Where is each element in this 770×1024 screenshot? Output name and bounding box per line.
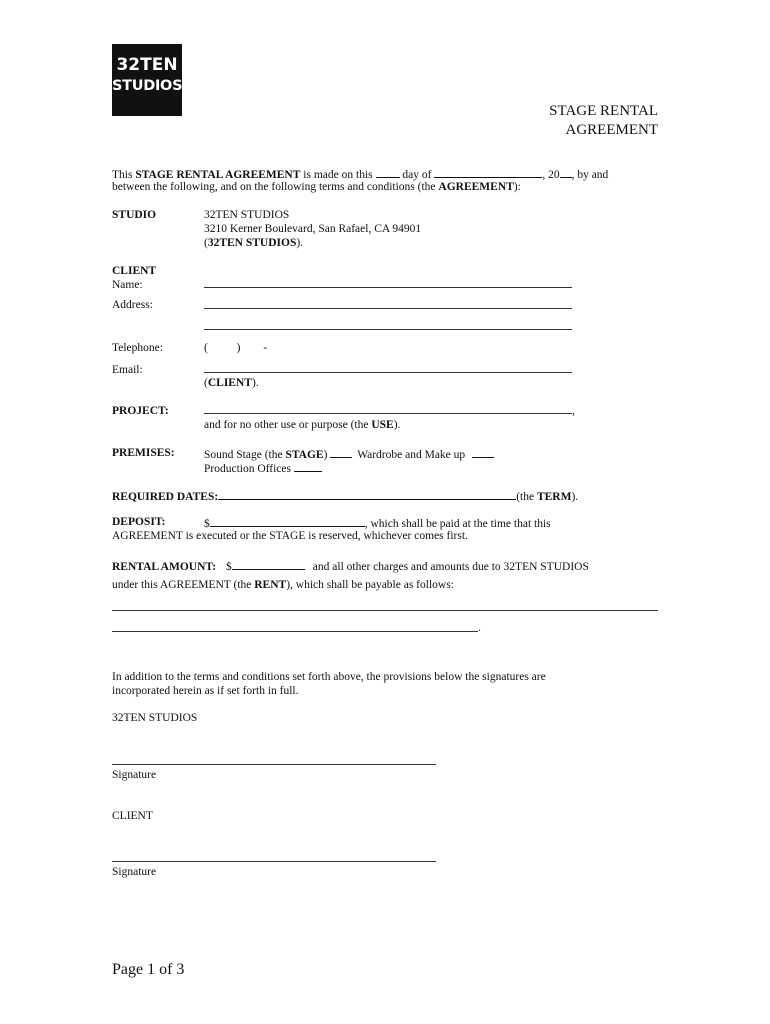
client-alias-term: CLIENT — [207, 377, 252, 389]
premises-label-text: PREMISES: — [112, 447, 175, 459]
agreement-term: AGREEMENT — [438, 181, 514, 193]
title-line-1: STAGE RENTAL — [549, 103, 658, 119]
required-dates-field[interactable] — [218, 488, 516, 500]
premises-label — [112, 446, 175, 460]
logo-line-2: STUDIOS — [112, 78, 183, 94]
rental-line-2 — [112, 578, 454, 592]
wardrobe-blank[interactable] — [472, 446, 494, 458]
client-signature-label: Signature — [112, 866, 157, 878]
studio-label-text: STUDIO — [112, 209, 157, 221]
studio-signature-field[interactable] — [112, 764, 436, 765]
stage-term: STAGE — [285, 449, 324, 461]
rental-amount-label: RENTAL AMOUNT: — [112, 561, 217, 573]
addition-line-1: In addition to the terms and conditions set forth above, the provisions below the signatures are — [112, 671, 546, 683]
rent-term: RENT — [254, 579, 287, 591]
title-line-2: AGREEMENT — [565, 122, 658, 138]
studio-signature-label: Signature — [112, 769, 157, 781]
studio-logo — [112, 44, 182, 116]
required-dates-label: REQUIRED DATES: — [112, 491, 219, 503]
deposit-text: , which shall be paid at the time that this — [364, 518, 551, 530]
project-label — [112, 404, 169, 418]
dates-text: (the — [516, 491, 537, 503]
use-text: ). — [393, 419, 401, 431]
premises-text: Wardrobe and Make up — [357, 449, 466, 461]
deposit-amount-field[interactable] — [210, 515, 365, 527]
stage-blank[interactable] — [330, 446, 352, 458]
addition-line-2: incorporated herein as if set forth in full. — [112, 685, 299, 697]
rental-line-1 — [112, 558, 589, 574]
rental-text: and all other charges and amounts due to 32TEN STUDIOS — [312, 561, 589, 573]
day-blank[interactable] — [376, 166, 400, 178]
project-field[interactable] — [204, 413, 572, 414]
intro-text: This — [112, 169, 136, 181]
use-term: USE — [371, 419, 394, 431]
studio-alias-term: 32TEN STUDIOS — [207, 237, 297, 249]
offices-blank[interactable] — [294, 460, 322, 472]
client-signature-heading: CLIENT — [112, 810, 153, 822]
premises-text: Sound Stage (the — [204, 449, 286, 461]
payment-terms-field-2[interactable] — [112, 631, 478, 632]
client-address-field-1[interactable] — [204, 308, 572, 309]
premises-line-2 — [204, 460, 322, 476]
client-alias — [204, 376, 259, 390]
deposit-line-2: AGREEMENT is executed or the STAGE is reserved, whichever comes first. — [112, 530, 468, 542]
term-term: TERM — [536, 491, 572, 503]
client-name-field[interactable] — [204, 287, 572, 288]
studio-label — [112, 208, 156, 222]
payment-terms-field-1[interactable] — [112, 610, 658, 611]
month-blank[interactable] — [434, 166, 542, 178]
intro-text: day of — [399, 169, 435, 181]
project-label-text: PROJECT: — [112, 405, 169, 417]
paren: ( — [204, 237, 208, 249]
deposit-label-text: DEPOSIT: — [112, 516, 166, 528]
premises-text: Production Offices — [204, 463, 291, 475]
rental-text: ), which shall be payable as follows: — [286, 579, 454, 591]
client-address-label: Address: — [112, 299, 153, 311]
client-name-label: Name: — [112, 279, 143, 291]
client-telephone-field[interactable]: ( ) - — [204, 342, 268, 354]
paren: ). — [296, 237, 304, 249]
document-title — [549, 102, 658, 140]
dollar-sign: $ — [226, 561, 232, 573]
page-number: Page 1 of 3 — [112, 961, 185, 978]
year-blank[interactable] — [560, 166, 572, 178]
client-heading — [112, 264, 156, 278]
client-address-field-2[interactable] — [204, 329, 572, 330]
intro-bold-term: STAGE RENTAL AGREEMENT — [135, 169, 301, 181]
project-comma: , — [572, 405, 575, 417]
studio-name: 32TEN STUDIOS — [204, 209, 290, 221]
client-heading-text: CLIENT — [112, 265, 157, 277]
payment-terms-period: . — [478, 622, 481, 634]
studio-alias — [204, 236, 303, 250]
client-email-label: Email: — [112, 364, 143, 376]
client-telephone-label: Telephone: — [112, 342, 163, 354]
intro-text: ): — [513, 181, 521, 193]
project-use — [204, 418, 400, 432]
intro-line-2 — [112, 180, 521, 194]
studio-signature-heading: 32TEN STUDIOS — [112, 712, 198, 724]
studio-address: 3210 Kerner Boulevard, San Rafael, CA 94901 — [204, 223, 422, 235]
dates-text: ). — [571, 491, 579, 503]
use-text: and for no other use or purpose (the — [204, 419, 372, 431]
paren: ). — [251, 377, 259, 389]
premises-text: ) — [323, 449, 328, 461]
rental-text: under this AGREEMENT (the — [112, 579, 255, 591]
deposit-label — [112, 515, 165, 529]
intro-text: , 20 — [542, 169, 560, 181]
client-email-field[interactable] — [204, 372, 572, 373]
logo-line-1: 32TEN — [116, 55, 178, 75]
intro-text: , by and — [571, 169, 609, 181]
intro-text: is made on this — [300, 169, 376, 181]
paren: ( — [204, 377, 208, 389]
rental-amount-field[interactable] — [232, 558, 305, 570]
client-signature-field[interactable] — [112, 861, 436, 862]
required-dates — [112, 488, 578, 504]
intro-text: between the following, and on the following terms and conditions (the — [112, 181, 439, 193]
dollar-sign: $ — [204, 518, 210, 530]
